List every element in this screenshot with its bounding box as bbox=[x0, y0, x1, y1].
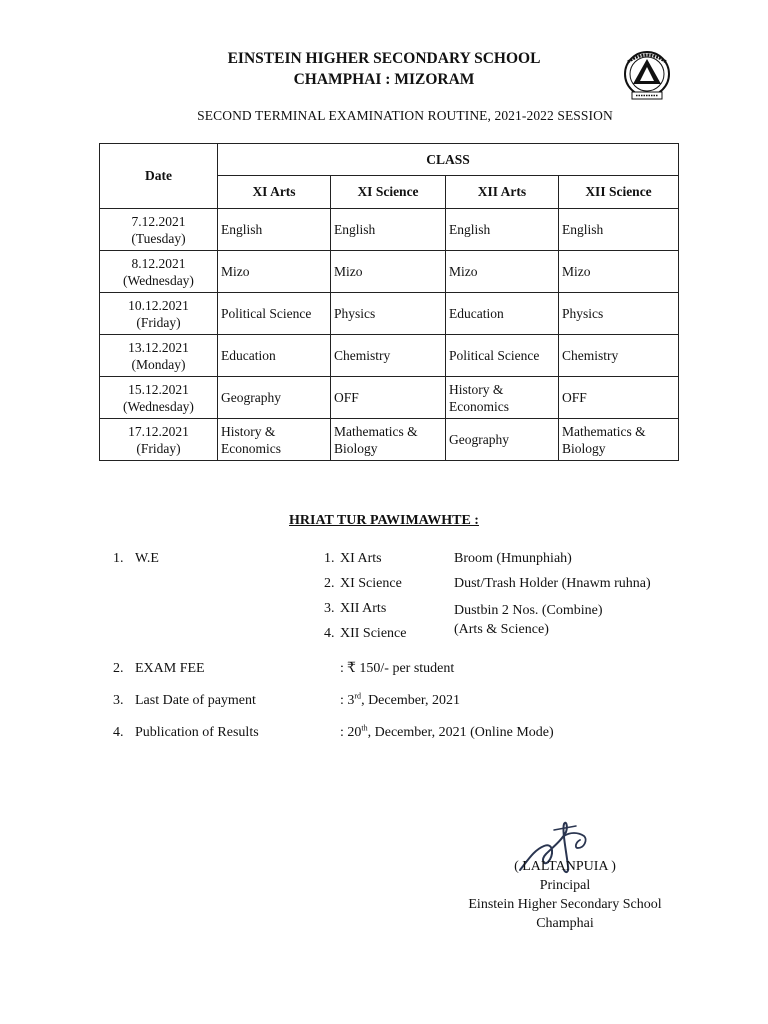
subject-cell: English bbox=[559, 209, 679, 251]
date-cell bbox=[100, 419, 218, 461]
school-name-line: EINSTEIN HIGHER SECONDARY SCHOOL bbox=[227, 50, 541, 67]
subject-cell: Chemistry bbox=[331, 335, 446, 377]
we-item-class: XI Science bbox=[340, 576, 402, 591]
signatory-place: Champhai bbox=[536, 916, 594, 931]
subject-cell: History & Economics bbox=[446, 377, 559, 419]
date-column-header: Date bbox=[100, 144, 218, 209]
results-label: Publication of Results bbox=[135, 725, 259, 740]
day-value: (Tuesday) bbox=[131, 230, 186, 246]
table-row bbox=[100, 419, 679, 461]
signatory-block bbox=[440, 857, 690, 933]
subject-cell: Geography bbox=[446, 419, 559, 461]
subject-cell: Education bbox=[446, 293, 559, 335]
date-value: 10.12.2021 bbox=[128, 297, 189, 313]
we-item-number: 4. bbox=[324, 626, 335, 641]
day-value: (Monday) bbox=[131, 356, 186, 372]
subject-cell: OFF bbox=[331, 377, 446, 419]
last-date-rest: , December, 2021 bbox=[361, 693, 461, 708]
day-value: (Friday) bbox=[136, 314, 181, 330]
table-row bbox=[100, 335, 679, 377]
subject-cell: English bbox=[218, 209, 331, 251]
date-value: 7.12.2021 bbox=[131, 213, 186, 229]
subject-cell: Mathematics & Biology bbox=[559, 419, 679, 461]
we-item-class: XII Arts bbox=[340, 601, 387, 616]
class-column-xi-arts: XI Arts bbox=[218, 176, 331, 209]
last-date-day: 3 bbox=[347, 693, 355, 708]
subject-cell: Mizo bbox=[446, 251, 559, 293]
date-value: 17.12.2021 bbox=[128, 423, 189, 439]
note-number: 4. bbox=[113, 725, 124, 740]
we-label: W.E bbox=[135, 551, 159, 566]
results-value bbox=[340, 724, 554, 741]
note-number: 3. bbox=[113, 693, 124, 708]
section-heading: HRIAT TUR PAWIMAWHTE : bbox=[289, 513, 479, 528]
we-item-number: 1. bbox=[324, 551, 335, 566]
class-column-header: CLASS bbox=[218, 144, 679, 176]
we-item-thing: Dust/Trash Holder (Hnawm ruhna) bbox=[454, 576, 651, 591]
exam-fee-value: ₹ 150/- per student bbox=[347, 661, 455, 676]
results-day: 20 bbox=[347, 725, 362, 740]
table-row bbox=[100, 209, 679, 251]
date-value: 13.12.2021 bbox=[128, 339, 189, 355]
table-row bbox=[100, 251, 679, 293]
last-date-colon: : bbox=[340, 693, 344, 708]
class-column-xii-arts: XII Arts bbox=[446, 176, 559, 209]
date-cell bbox=[100, 251, 218, 293]
class-column-xii-science: XII Science bbox=[559, 176, 679, 209]
signatory-name: ( LALTANPUIA ) bbox=[514, 859, 616, 874]
last-date-value bbox=[340, 692, 460, 709]
subject-cell: Physics bbox=[559, 293, 679, 335]
exam-fee-label: EXAM FEE bbox=[135, 661, 205, 676]
subject-cell: Political Science bbox=[218, 293, 331, 335]
date-value: 8.12.2021 bbox=[131, 255, 186, 271]
exam-title: SECOND TERMINAL EXAMINATION ROUTINE, 2021-2022 SESSION bbox=[197, 108, 613, 123]
class-column-xi-science: XI Science bbox=[331, 176, 446, 209]
day-value: (Friday) bbox=[136, 440, 181, 456]
subject-cell: History & Economics bbox=[218, 419, 331, 461]
subject-cell: Chemistry bbox=[559, 335, 679, 377]
date-cell bbox=[100, 335, 218, 377]
subject-cell: Political Science bbox=[446, 335, 559, 377]
signatory-school: Einstein Higher Secondary School bbox=[468, 897, 662, 912]
table-row bbox=[100, 293, 679, 335]
subject-cell: English bbox=[446, 209, 559, 251]
we-item-thing: Broom (Hmunphiah) bbox=[454, 551, 572, 566]
we-item-number: 3. bbox=[324, 601, 335, 616]
day-value: (Wednesday) bbox=[123, 272, 194, 288]
date-value: 15.12.2021 bbox=[128, 381, 189, 397]
subject-cell: Mizo bbox=[559, 251, 679, 293]
exam-fee-colon: : bbox=[340, 661, 344, 676]
exam-routine-table bbox=[99, 143, 679, 461]
we-item-class: XI Arts bbox=[340, 551, 382, 566]
subject-cell: Mathematics & Biology bbox=[331, 419, 446, 461]
school-location: CHAMPHAI : MIZORAM bbox=[293, 71, 475, 88]
subject-cell: Mizo bbox=[331, 251, 446, 293]
last-date-suffix: rd bbox=[354, 691, 362, 701]
results-suffix: th bbox=[361, 723, 368, 733]
last-date-label: Last Date of payment bbox=[135, 693, 256, 708]
results-colon: : bbox=[340, 725, 344, 740]
subject-cell: Physics bbox=[331, 293, 446, 335]
note-number: 2. bbox=[113, 661, 124, 676]
signatory-title: Principal bbox=[539, 878, 591, 893]
we-item-class: XII Science bbox=[340, 626, 407, 641]
subject-cell: OFF bbox=[559, 377, 679, 419]
subject-cell: Mizo bbox=[218, 251, 331, 293]
subject-cell: English bbox=[331, 209, 446, 251]
school-crest-icon bbox=[618, 50, 676, 102]
date-cell bbox=[100, 209, 218, 251]
results-rest: , December, 2021 (Online Mode) bbox=[367, 725, 554, 740]
subject-cell: Geography bbox=[218, 377, 331, 419]
we-item-thing: Dustbin 2 Nos. (Combine) bbox=[454, 603, 603, 618]
table-row bbox=[100, 377, 679, 419]
we-item-number: 2. bbox=[324, 576, 335, 591]
we-item-thing: (Arts & Science) bbox=[454, 622, 549, 637]
note-number: 1. bbox=[113, 551, 124, 566]
date-cell bbox=[100, 293, 218, 335]
date-cell bbox=[100, 377, 218, 419]
table-header-row bbox=[100, 144, 679, 176]
day-value: (Wednesday) bbox=[123, 398, 194, 414]
subject-cell: Education bbox=[218, 335, 331, 377]
